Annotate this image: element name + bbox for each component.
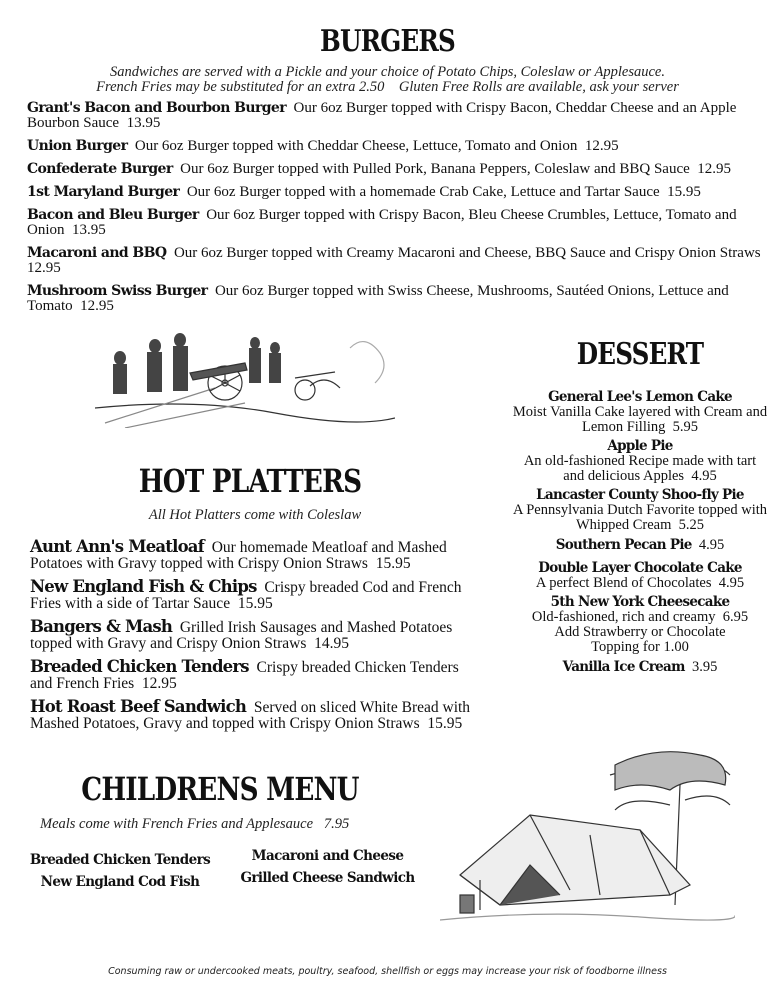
kids-item: Macaroni and Cheese bbox=[251, 848, 404, 864]
menu-item bbox=[30, 539, 480, 572]
item-name: Bangers & Mash bbox=[30, 617, 173, 636]
menu-item bbox=[30, 619, 480, 652]
item-name: New England Fish & Chips bbox=[30, 577, 257, 596]
item-name: Confederate Burger bbox=[27, 161, 173, 177]
item-description: Our 6oz Burger topped with Pulled Pork, Banana Peppers, Coleslaw and BBQ Sauce bbox=[180, 161, 690, 177]
item-description: Crispy breaded Cod and French Fries with a side of Tartar Sauce bbox=[30, 579, 466, 612]
menu-item bbox=[27, 246, 762, 276]
item-description: Our 6oz Burger topped with Creamy Macaroni and Cheese, BBQ Sauce and Crispy Onion Straws bbox=[173, 245, 761, 261]
item-description: Moist Vanilla Cake layered with Cream and Lemon Filling bbox=[512, 404, 771, 435]
menu-item bbox=[27, 162, 762, 177]
item-description: Grilled Irish Sausages and Mashed Potatoes topped with Gravy and Crispy Onion Straws bbox=[30, 619, 457, 652]
item-price: 5.25 bbox=[678, 517, 705, 533]
item-name: Aunt Ann's Meatloaf bbox=[30, 537, 204, 556]
item-name: Breaded Chicken Tenders bbox=[30, 657, 249, 676]
item-name: Macaroni and BBQ bbox=[27, 245, 167, 261]
item-name: Grant's Bacon and Bourbon Burger bbox=[27, 100, 286, 116]
item-description: Our 6oz Burger topped with Cheddar Cheese, Lettuce, Tomato and Onion bbox=[134, 138, 578, 154]
item-name: General Lee's Lemon Cake bbox=[548, 389, 732, 405]
item-name: 5th New York Cheesecake bbox=[550, 594, 730, 610]
item-name: Bacon and Bleu Burger bbox=[27, 207, 199, 223]
kids-item: Grilled Cheese Sandwich bbox=[240, 870, 415, 886]
item-price: 13.95 bbox=[72, 222, 106, 238]
item-name: Mushroom Swiss Burger bbox=[27, 283, 208, 299]
item-name: Hot Roast Beef Sandwich bbox=[30, 697, 247, 716]
dessert-title: DESSERT bbox=[576, 337, 704, 372]
item-name: Lancaster County Shoo-fly Pie bbox=[536, 487, 744, 503]
burgers-title: BURGERS bbox=[320, 24, 455, 59]
item-price: 3.95 bbox=[691, 659, 718, 675]
kids-column-2 bbox=[230, 845, 425, 889]
menu-item bbox=[30, 699, 480, 732]
item-price: 4.95 bbox=[691, 468, 717, 484]
item-name: Vanilla Ice Cream bbox=[562, 659, 685, 675]
dessert-item bbox=[512, 660, 768, 675]
item-description: An old-fashioned Recipe made with tart and delicious Apples bbox=[523, 453, 760, 484]
hot-platters-note: All Hot Platters come with Coleslaw bbox=[148, 507, 362, 523]
hot-platters-list bbox=[30, 539, 480, 739]
item-description: Old-fashioned, rich and creamy bbox=[531, 609, 716, 625]
item-description: Served on sliced White Bread with Mashed Potatoes, Gravy and topped with Crispy Onion Straws bbox=[30, 699, 474, 732]
item-name: Double Layer Chocolate Cake bbox=[538, 560, 742, 576]
item-name: 1st Maryland Burger bbox=[27, 184, 180, 200]
item-description: Our 6oz Burger topped with Swiss Cheese, Mushrooms, Sautéed Onions, Lettuce and Tomato bbox=[27, 283, 733, 314]
childrens-menu-title: CHILDRENS MENU bbox=[81, 770, 359, 808]
burgers-note-1: Sandwiches are served with a Pickle and your choice of Potato Chips, Coleslaw or Applesauce. bbox=[110, 64, 665, 80]
item-price: 6.95 bbox=[722, 609, 749, 625]
burgers-note-2: French Fries may be substituted for an extra 2.50 Gluten Free Rolls are available, ask your server bbox=[96, 79, 679, 95]
dessert-item bbox=[512, 487, 771, 533]
item-name: Apple Pie bbox=[607, 438, 673, 454]
item-description: Our homemade Meatloaf and Mashed Potatoes with Gravy topped with Crispy Onion Straws bbox=[30, 539, 451, 572]
dessert-item bbox=[512, 389, 771, 435]
item-price: 15.95 bbox=[427, 715, 463, 732]
childrens-note-text: Meals come with French Fries and Applesauce bbox=[40, 816, 314, 832]
item-price: 14.95 bbox=[314, 635, 350, 652]
kids-item: Breaded Chicken Tenders bbox=[29, 852, 211, 868]
dessert-item bbox=[512, 439, 768, 484]
item-price: 15.95 bbox=[237, 595, 273, 612]
item-price: 13.95 bbox=[126, 115, 161, 131]
menu-item bbox=[30, 579, 480, 612]
childrens-menu-note bbox=[40, 817, 349, 832]
item-price: 4.95 bbox=[718, 575, 745, 591]
item-description: Crispy breaded Chicken Tenders and French Fries bbox=[30, 659, 463, 692]
dessert-item bbox=[512, 595, 768, 655]
item-price: 15.95 bbox=[375, 555, 411, 572]
menu-item bbox=[27, 101, 762, 131]
dessert-list bbox=[512, 389, 771, 683]
dessert-item bbox=[512, 561, 768, 591]
kids-item: New England Cod Fish bbox=[40, 874, 200, 890]
item-description: Our 6oz Burger topped with Crispy Bacon, Cheddar Cheese and an Apple Bourbon Sauce bbox=[27, 100, 741, 131]
hot-platters-title: HOT PLATTERS bbox=[138, 462, 362, 500]
menu-item bbox=[27, 185, 762, 200]
dessert-item bbox=[512, 538, 768, 553]
item-price: 4.95 bbox=[698, 537, 725, 553]
burgers-list bbox=[27, 101, 762, 322]
item-price: 12.95 bbox=[584, 138, 619, 154]
item-description: A Pennsylvania Dutch Favorite topped with Whipped Cream bbox=[512, 502, 771, 533]
item-description: Our 6oz Burger topped with Crispy Bacon, Bleu Cheese Crumbles, Lettuce, Tomato and Onion bbox=[27, 207, 741, 238]
item-price: 12.95 bbox=[141, 675, 177, 692]
item-description: A perfect Blend of Chocolates bbox=[535, 575, 712, 591]
item-price: 12.95 bbox=[27, 260, 61, 276]
item-price: 15.95 bbox=[667, 184, 701, 200]
childrens-price: 7.95 bbox=[323, 816, 350, 832]
menu-item bbox=[27, 284, 762, 314]
kids-column-1 bbox=[20, 849, 220, 893]
tent-illustration bbox=[440, 745, 735, 935]
menu-item bbox=[30, 659, 480, 692]
item-description: Our 6oz Burger topped with a homemade Crab Cake, Lettuce and Tartar Sauce bbox=[186, 184, 660, 200]
menu-item bbox=[27, 208, 762, 238]
item-price: 12.95 bbox=[697, 161, 732, 177]
menu-item bbox=[27, 139, 762, 154]
item-name: Southern Pecan Pie bbox=[555, 537, 692, 553]
item-price: 5.95 bbox=[672, 419, 698, 435]
cannon-illustration bbox=[95, 328, 395, 428]
food-safety-disclaimer: Consuming raw or undercooked meats, poultry, seafood, shellfish or eggs may increase your risk of foodborne illness bbox=[108, 966, 667, 977]
item-price: 12.95 bbox=[80, 298, 114, 314]
item-name: Union Burger bbox=[27, 138, 128, 154]
item-extra: Add Strawberry or Chocolate Topping for 1.00 bbox=[554, 624, 729, 655]
